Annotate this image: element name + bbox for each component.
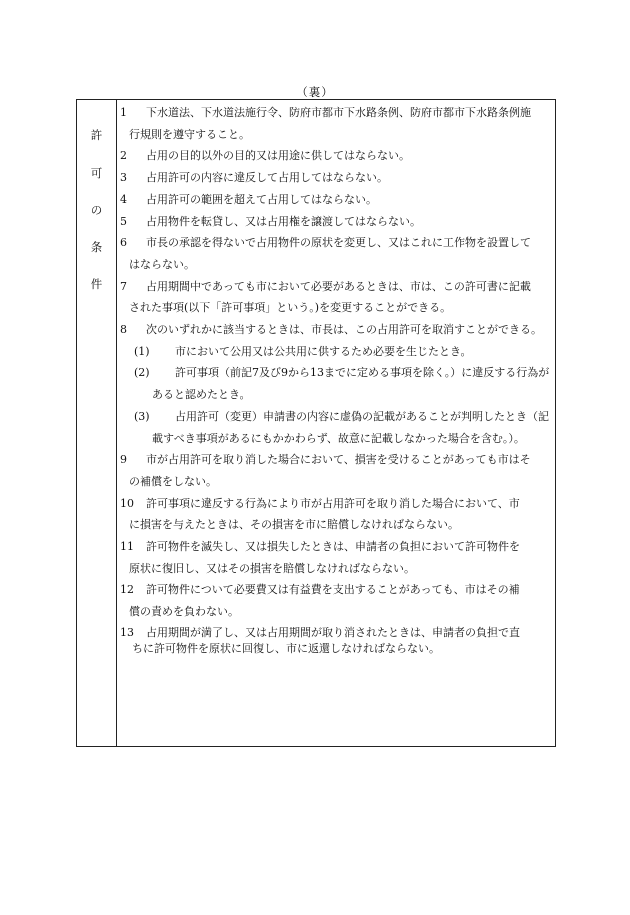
condition-text: 許可物件を滅失し、又は損失したときは、申請者の負担において許可物件を	[146, 540, 520, 554]
condition-number: 8	[120, 323, 127, 337]
condition-text: 占用期間中であっても市において必要があるときは、市は、この許可書に記載	[146, 279, 531, 293]
condition-line	[120, 145, 553, 167]
condition-item	[120, 145, 553, 167]
side-label-char: 許	[90, 128, 103, 142]
condition-text-continued: 原状に復旧し、又はその損害を賠償しなければならない。	[129, 561, 415, 575]
condition-text: 許可物件について必要費又は有益費を支出することがあっても、市はその補	[146, 583, 520, 597]
condition-number: 4	[120, 192, 127, 206]
condition-line	[120, 211, 553, 233]
condition-line	[120, 167, 553, 189]
condition-line	[120, 493, 553, 515]
condition-number: 1	[120, 106, 127, 119]
condition-line	[120, 102, 553, 124]
condition-text-continued: 載すべき事項があるにもかかわらず、故意に記載しなかった場合を含む。）。	[152, 431, 525, 445]
page-heading: （裏）	[296, 85, 334, 99]
condition-number: 5	[120, 214, 127, 228]
side-label-char: 可	[90, 166, 103, 180]
condition-text: 市長の承認を得ないで占用物件の原状を変更し、又はこれに工作物を設置して	[146, 236, 531, 250]
condition-text-continued: された事項(以下「許可事項」という。)を変更することができる。	[129, 301, 452, 315]
condition-item	[120, 579, 553, 622]
condition-subitem	[120, 406, 553, 449]
conditions-table	[76, 99, 556, 747]
condition-line	[120, 536, 553, 558]
condition-item	[120, 232, 553, 275]
condition-text: 次のいずれかに該当するときは、市長は、この占用許可を取消すことができる。	[146, 323, 542, 337]
condition-text: 占用許可の内容に違反して占用してはならない。	[146, 171, 388, 185]
conditions-list	[117, 102, 557, 657]
condition-line	[120, 341, 553, 363]
condition-text-continued: はならない。	[129, 257, 195, 271]
condition-number: 2	[120, 149, 127, 163]
condition-item	[120, 319, 553, 341]
condition-item	[120, 102, 553, 145]
condition-text: 占用許可の範囲を超えて占用してはならない。	[146, 192, 377, 206]
condition-number: 12	[120, 583, 134, 597]
condition-text-continued: の補償をしない。	[129, 474, 217, 488]
condition-text: 許可事項（前記7及び9から13までに定める事項を除く。）に違反する行為が	[175, 366, 550, 380]
condition-item	[120, 449, 553, 492]
condition-number: 10	[120, 496, 134, 510]
condition-line	[120, 579, 553, 601]
condition-text: 占用許可（変更）申請書の内容に虚偽の記載があることが判明したとき（記	[175, 409, 549, 423]
condition-line	[120, 319, 553, 341]
side-label-column	[77, 100, 117, 746]
condition-item	[120, 276, 553, 319]
condition-subitem	[120, 341, 553, 363]
condition-number: 6	[120, 236, 127, 250]
condition-line	[120, 189, 553, 211]
condition-item	[120, 167, 553, 189]
condition-item	[120, 536, 553, 579]
condition-number: 7	[120, 279, 127, 293]
condition-text: 許可事項に違反する行為により市が占用許可を取り消した場合において、市	[146, 496, 520, 510]
condition-text: 占用物件を転貸し、又は占用権を譲渡してはならない。	[146, 214, 421, 228]
condition-number: 11	[120, 540, 134, 554]
condition-number: (3)	[134, 409, 150, 423]
condition-text-continued: 償の責めを負わない。	[129, 605, 239, 619]
condition-number: (1)	[134, 344, 150, 358]
condition-text-continued: 行規則を遵守すること。	[129, 127, 250, 141]
condition-line	[120, 625, 553, 641]
condition-text-continued: に損害を与えたときは、その損害を市に賠償しなければならない。	[129, 518, 459, 532]
condition-item	[120, 211, 553, 233]
condition-text-continued: あると認めたとき。	[152, 388, 251, 402]
condition-number: 3	[120, 171, 127, 185]
condition-line	[120, 276, 553, 298]
condition-line	[120, 449, 553, 471]
condition-line	[120, 232, 553, 254]
condition-line	[120, 406, 553, 428]
condition-text: 市が占用許可を取り消した場合において、損害を受けることがあっても市はそ	[146, 453, 531, 467]
condition-text-continued: ちに許可物件を原状に回復し、市に返還しなければならない。	[132, 641, 440, 655]
condition-subitem	[120, 362, 553, 405]
condition-number: (2)	[134, 366, 150, 380]
condition-item	[120, 625, 553, 657]
side-label-char: の	[90, 203, 103, 217]
condition-number: 13	[120, 625, 134, 639]
side-label-char: 件	[90, 277, 103, 291]
condition-text: 下水道法、下水道法施行令、防府市都市下水路条例、防府市都市下水路条例施	[146, 106, 531, 119]
condition-item	[120, 189, 553, 211]
condition-line	[120, 362, 553, 384]
side-label-char: 条	[90, 240, 103, 254]
condition-text: 占用の目的以外の目的又は用途に供してはならない。	[146, 149, 410, 163]
condition-text: 市において公用又は公共用に供するため必要を生じたとき。	[175, 344, 472, 358]
condition-number: 9	[120, 453, 127, 467]
condition-text: 占用期間が満了し、又は占用期間が取り消されたときは、申請者の負担で直	[146, 625, 520, 639]
condition-item	[120, 493, 553, 536]
